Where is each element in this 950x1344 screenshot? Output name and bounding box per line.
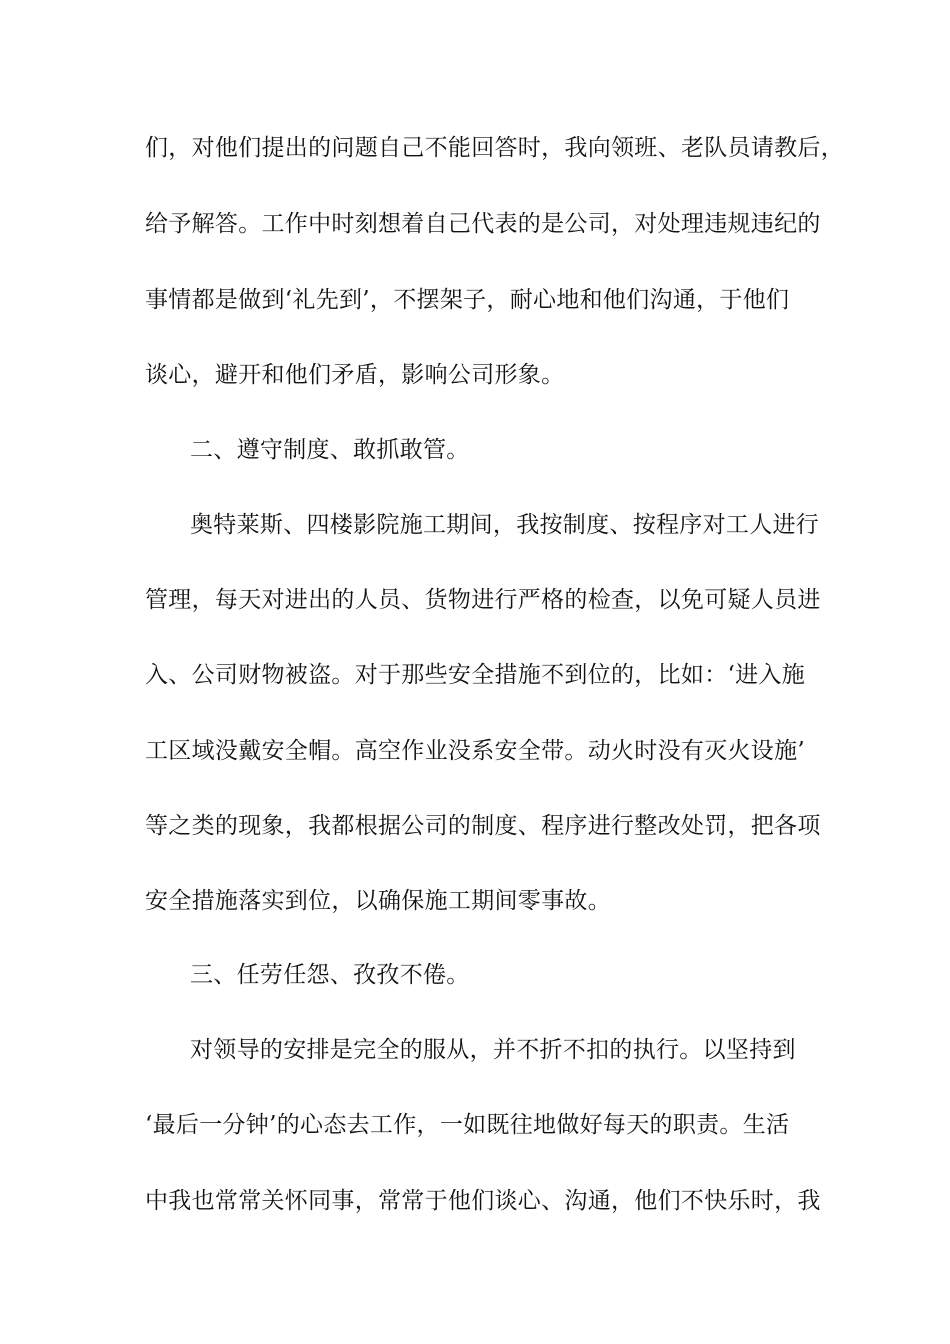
text-line: ‘最后一分钟’的心态去工作，一如既往地做好每天的职责。生活	[145, 1112, 790, 1138]
text-line: 等之类的现象，我都根据公司的制度、程序进行整改处罚，把各项	[145, 813, 821, 839]
text-line: 谈心，避开和他们矛盾，影响公司形象。	[145, 362, 565, 388]
text-line: 中我也常常关怀同事，常常于他们谈心、沟通，他们不快乐时，我	[145, 1188, 821, 1214]
text-line: 给予解答。工作中时刻想着自己代表的是公司，对处理违规违纪的	[145, 211, 821, 237]
text-line: 工区域没戴安全帽。高空作业没系安全带。动火时没有灭火设施’	[145, 738, 806, 764]
text-line: 对领导的安排是完全的服从，并不折不扣的执行。以坚持到	[190, 1037, 796, 1063]
section-heading: 三、任劳任怨、孜孜不倦。	[190, 962, 470, 988]
text-line: 入、公司财物被盗。对于那些安全措施不到位的，比如：‘进入施	[145, 662, 806, 688]
section-heading: 二、遵守制度、敢抓敢管。	[190, 437, 470, 463]
text-line: 管理，每天对进出的人员、货物进行严格的检查，以免可疑人员进	[145, 587, 821, 613]
text-line: 奥特莱斯、四楼影院施工期间，我按制度、按程序对工人进行	[190, 512, 820, 538]
text-line: 们，对他们提出的问题自己不能回答时，我向领班、老队员请教后，	[145, 135, 844, 161]
text-line: 事情都是做到‘礼先到’，不摆架子，耐心地和他们沟通，于他们	[145, 287, 790, 313]
text-line: 安全措施落实到位，以确保施工期间零事故。	[145, 888, 611, 914]
